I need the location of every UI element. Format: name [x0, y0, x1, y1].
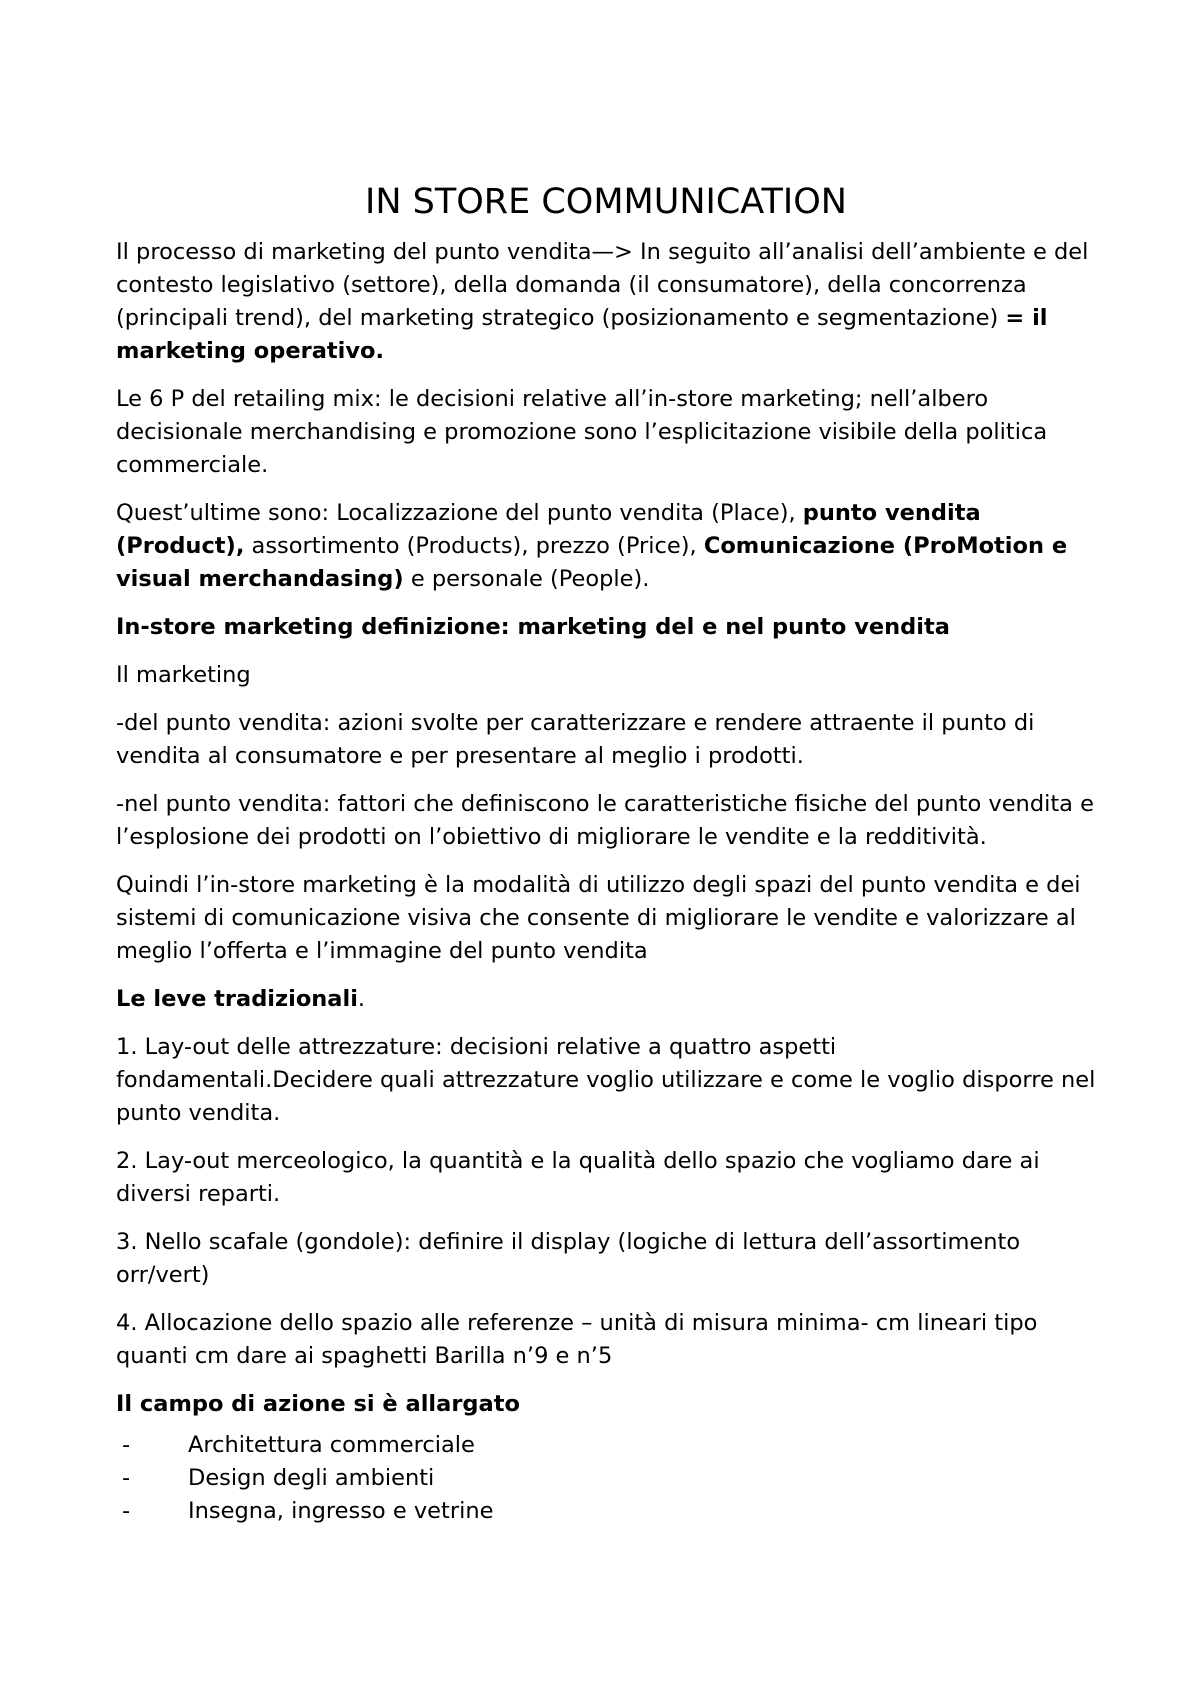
paragraph-del-punto-vendita: -del punto vendita: azioni svolte per caratterizzare e rendere attraente il punto di vendita al consumatore e per presentare al meglio i prodotti.: [116, 710, 1035, 769]
paragraph-text: e personale (People).: [403, 566, 650, 592]
dash-bullet: -: [122, 1498, 131, 1524]
heading-tail: .: [357, 986, 366, 1012]
paragraph-bold: Comunicazione (ProMotion e visual merchandasing): [116, 533, 1068, 592]
paragraph-text: Quest’ultime sono: Localizzazione del punto vendita (Place),: [116, 500, 803, 526]
list-item-text: Design degli ambienti: [188, 1465, 435, 1491]
paragraph-il-marketing: Il marketing: [116, 662, 251, 688]
paragraph-text: assortimento (Products), prezzo (Price),: [244, 533, 704, 559]
paragraph-item-1: 1. Lay-out delle attrezzature: decisioni relative a quattro aspetti fondamentali.Decidere quali attrezzature voglio utilizzare e come le voglio disporre nel punto vendita.: [116, 1034, 1096, 1126]
paragraph-marketing-process: [116, 236, 1096, 368]
paragraph-quindi: Quindi l’in-store marketing è la modalità di utilizzo degli spazi del punto vendita e dei sistemi di comunicazione visiva che consente di migliorare le vendite e valorizzare al meglio l’offerta e l’immagine del punto vendita: [116, 872, 1081, 964]
paragraph-item-2: 2. Lay-out merceologico, la quantità e la qualità dello spazio che vogliamo dare ai diversi reparti.: [116, 1148, 1040, 1207]
paragraph-text: Il processo di marketing del punto vendita—> In seguito all’analisi dell’ambiente e del contesto legislativo (settore), della domanda (il consumatore), della concorrenza (principali trend), del marketing strategico (posizionamento e segmentazione): [116, 239, 1089, 331]
paragraph-retailing-mix: Le 6 P del retailing mix: le decisioni relative all’in-store marketing; nell’albero decisionale merchandising e promozione sono l’esplicitazione visibile della politica commerciale.: [116, 386, 1048, 478]
paragraph-nel-punto-vendita: -nel punto vendita: fattori che definiscono le caratteristiche fisiche del punto vendita e l’esplosione dei prodotti on l’obiettivo di migliorare le vendite e la redditività.: [116, 791, 1094, 850]
paragraph-six-p: [116, 497, 1096, 596]
document-title: IN STORE COMMUNICATION: [365, 182, 847, 222]
heading-leve: [116, 983, 1096, 1016]
dash-bullet: -: [122, 1465, 131, 1491]
bullet-list: [116, 1429, 1096, 1528]
paragraph-item-4: 4. Allocazione dello spazio alle referenze – unità di misura minima- cm lineari tipo quanti cm dare ai spaghetti Barilla n’9 e n’5: [116, 1310, 1038, 1369]
heading-definition: [116, 611, 1096, 644]
heading-campo-azione: [116, 1388, 1096, 1421]
list-item-text: Architettura commerciale: [188, 1432, 475, 1458]
document-page: [116, 180, 1096, 1528]
list-item: [116, 1462, 1096, 1495]
paragraph-bold: punto vendita (Product),: [116, 500, 981, 559]
heading-text: In-store marketing definizione: marketing del e nel punto vendita: [116, 614, 950, 640]
list-item: [116, 1429, 1096, 1462]
heading-text: Le leve tradizionali: [116, 986, 358, 1012]
heading-text: Il campo di azione si è allargato: [116, 1391, 520, 1417]
list-item-text: Insegna, ingresso e vetrine: [188, 1498, 494, 1524]
list-item: [116, 1495, 1096, 1528]
dash-bullet: -: [122, 1432, 131, 1458]
paragraph-item-3: 3. Nello scafale (gondole): definire il display (logiche di lettura dell’assortimento orr/vert): [116, 1229, 1021, 1288]
paragraph-bold: = il marketing operativo.: [116, 305, 1048, 364]
